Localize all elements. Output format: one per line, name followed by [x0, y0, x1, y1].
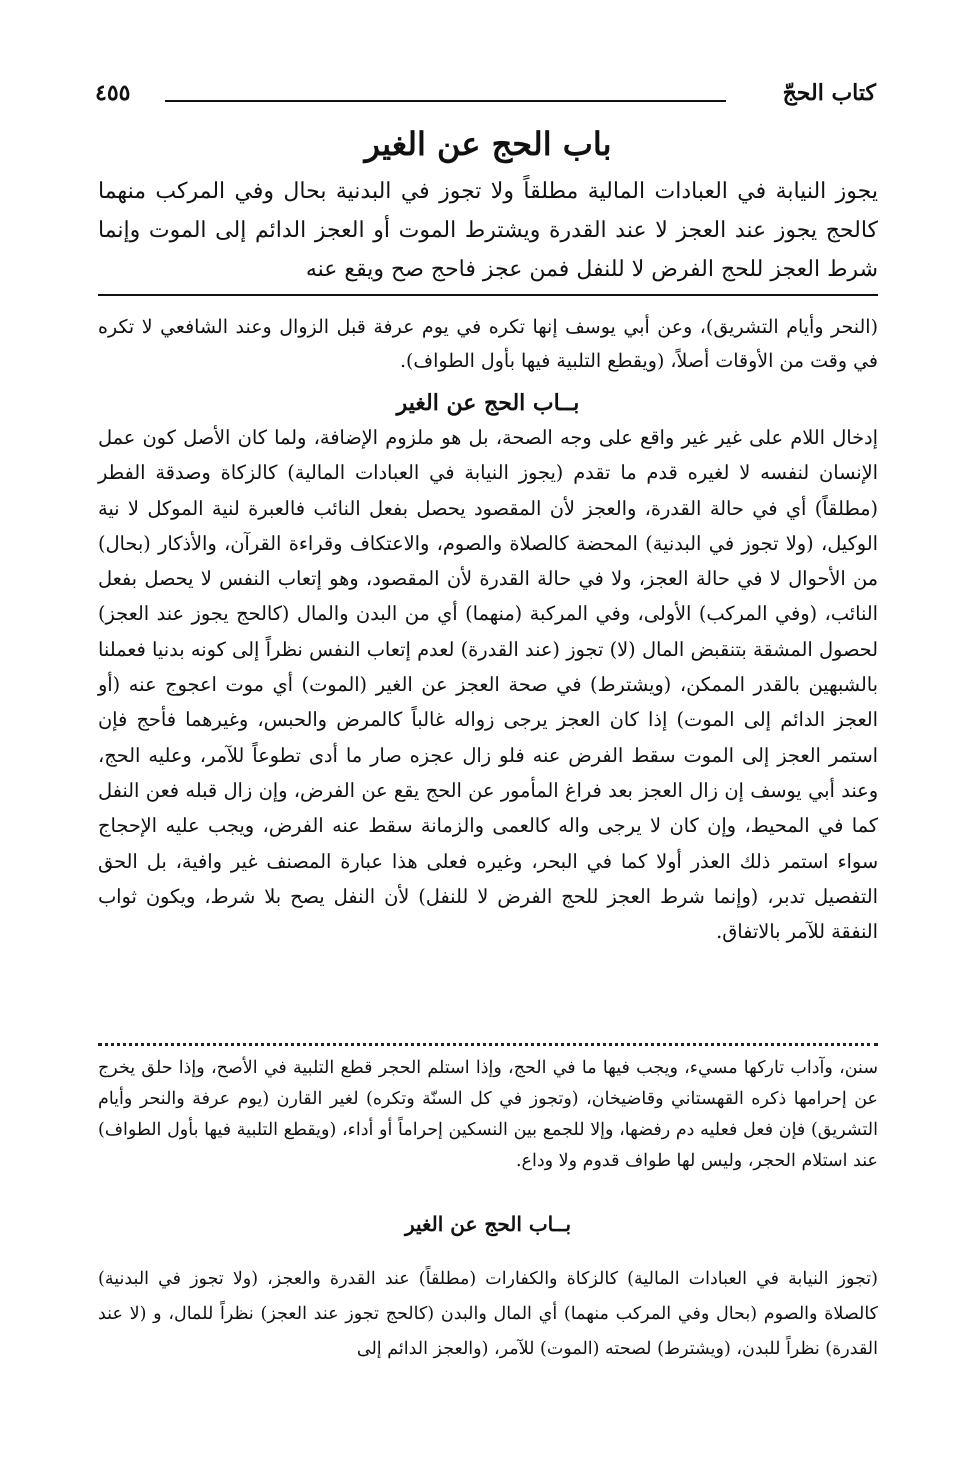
chapter-heading: باب الحج عن الغير	[364, 125, 612, 163]
hashiya-chapter-heading: بــاب الحج عن الغير	[404, 1212, 572, 1236]
sharh-chapter-heading: بــاب الحج عن الغير	[396, 390, 580, 416]
running-title: كتاب الحجّ	[782, 80, 876, 106]
hashiya-body: (تجوز النيابة في العبادات المالية) كالزكاة والكفارات (مطلقاً) عند القدرة والعجز، (ولا تجوز في البدنية) كالصلاة والصوم (بحال وفي المركب منهما) أي المال والبدن (كالحج تجوز عند العجز) نظراً للمال، و (لا عند القدرة) نظراً للبدن، (ويشترط) لصحته (الموت) للآمر، (والعجز الدائم إلى	[98, 1269, 878, 1359]
page-number: ٤٥٥	[95, 80, 131, 106]
header-rule	[165, 100, 726, 102]
sharh-body: إدخال اللام على غير غير واقع على وجه الصحة، بل هو ملزوم الإضافة، ولما كان الأصل كون عمل الإنسان لنفسه لا لغيره قدم ما تقدم (يجوز النيابة في العبادات المالية) كالزكاة وصدقة الفطر (مطلقاً) أي في حالة القدرة، والعجز لأن المقصود يحصل بفعل النائب فالعبرة لنية الموكل لا نية الوكيل، (ولا تجوز في البدنية) المحضة كالصلاة والصوم، والاعتكاف وقراءة القرآن، والأذكار (بحال) من الأحوال لا في حالة العجز، ولا في حالة القدرة لأن المقصود، وهو إتعاب النفس لا يحصل بفعل النائب، (وفي المركب) الأولى، وفي المركبة (منهما) أي من البدن والمال (كالحج يجوز عند العجز) لحصول المشقة بتنقبض المال (لا) تجوز (عند القدرة) لعدم إتعاب النفس نظراً إلى كونه بدنيا فعملنا بالشبهين بالقدر الممكن، (ويشترط) في صحة العجز عن الغير (الموت) أي موت اعجوج عنه (أو العجز الدائم إلى الموت) إذا كان العجز يرجى زواله غالباً كالمرض والحبس، وغيرهما فأحج فإن استمر العجز إلى الموت سقط الفرض عنه فلو زال عجزه صار ما أدى تطوعاً للآمر، وعليه الحج، وعند أبي يوسف إن زال العجز بعد فراغ المأمور عن الحج يقع عن الفرض، وإن زال قبله فعن النفل كما في المحيط، وإن كان لا يرجى واله كالعمى والزمانة سقط عنه الفرض، ويجب عليه الإحجاج سواء استمر ذلك العذر أولا كما في البحر، وغيره فعلى هذا عبارة المصنف غير وافية، بل الحق التفصيل تدبر، (وإنما شرط العجز للحج الفرض لا للنفل) لأن النفل يصح بلا شرط، ويكون ثواب النفقة للآمر بالاتفاق.	[98, 426, 878, 944]
dotted-divider	[98, 1043, 878, 1046]
hashiya-continuation: سنن، وآداب تاركها مسيء، ويجب فيها ما في الحج، وإذا استلم الحجر قطع التلبية في الأصح، وإذا حلق يخرج عن إحرامها ذكره القهستاني وقاضيخان، (وتجوز في كل السنّة وتكره) لغير القارن (يوم عرفة والنحر وأيام التشريق) فإن فعل فعليه دم رفضها، وإلا للجمع بين النسكين إحراماً أو أداء، (ويقطع التلبية فيها بأول الطواف) عند استلام الحجر، وليس لها طواف قدوم ولا وداع.	[98, 1058, 878, 1171]
sharh-continuation: (النحر وأيام التشريق)، وعن أبي يوسف إنها تكره في يوم عرفة قبل الزوال وعند الشافعي لا تكره في وقت من الأوقات أصلاً، (ويقطع التلبية فيها بأول الطواف).	[98, 316, 878, 372]
page-header	[95, 80, 876, 120]
matn-text: يجوز النيابة في العبادات المالية مطلقاً ولا تجوز في البدنية بحال وفي المركب منهما كالحج يجوز عند العجز لا عند القدرة ويشترط الموت أو العجز الدائم إلى الموت وإنما شرط العجز للحج الفرض لا للنفل فمن عجز فاحج صح ويقع عنه	[98, 179, 878, 282]
matn-divider	[98, 294, 878, 296]
